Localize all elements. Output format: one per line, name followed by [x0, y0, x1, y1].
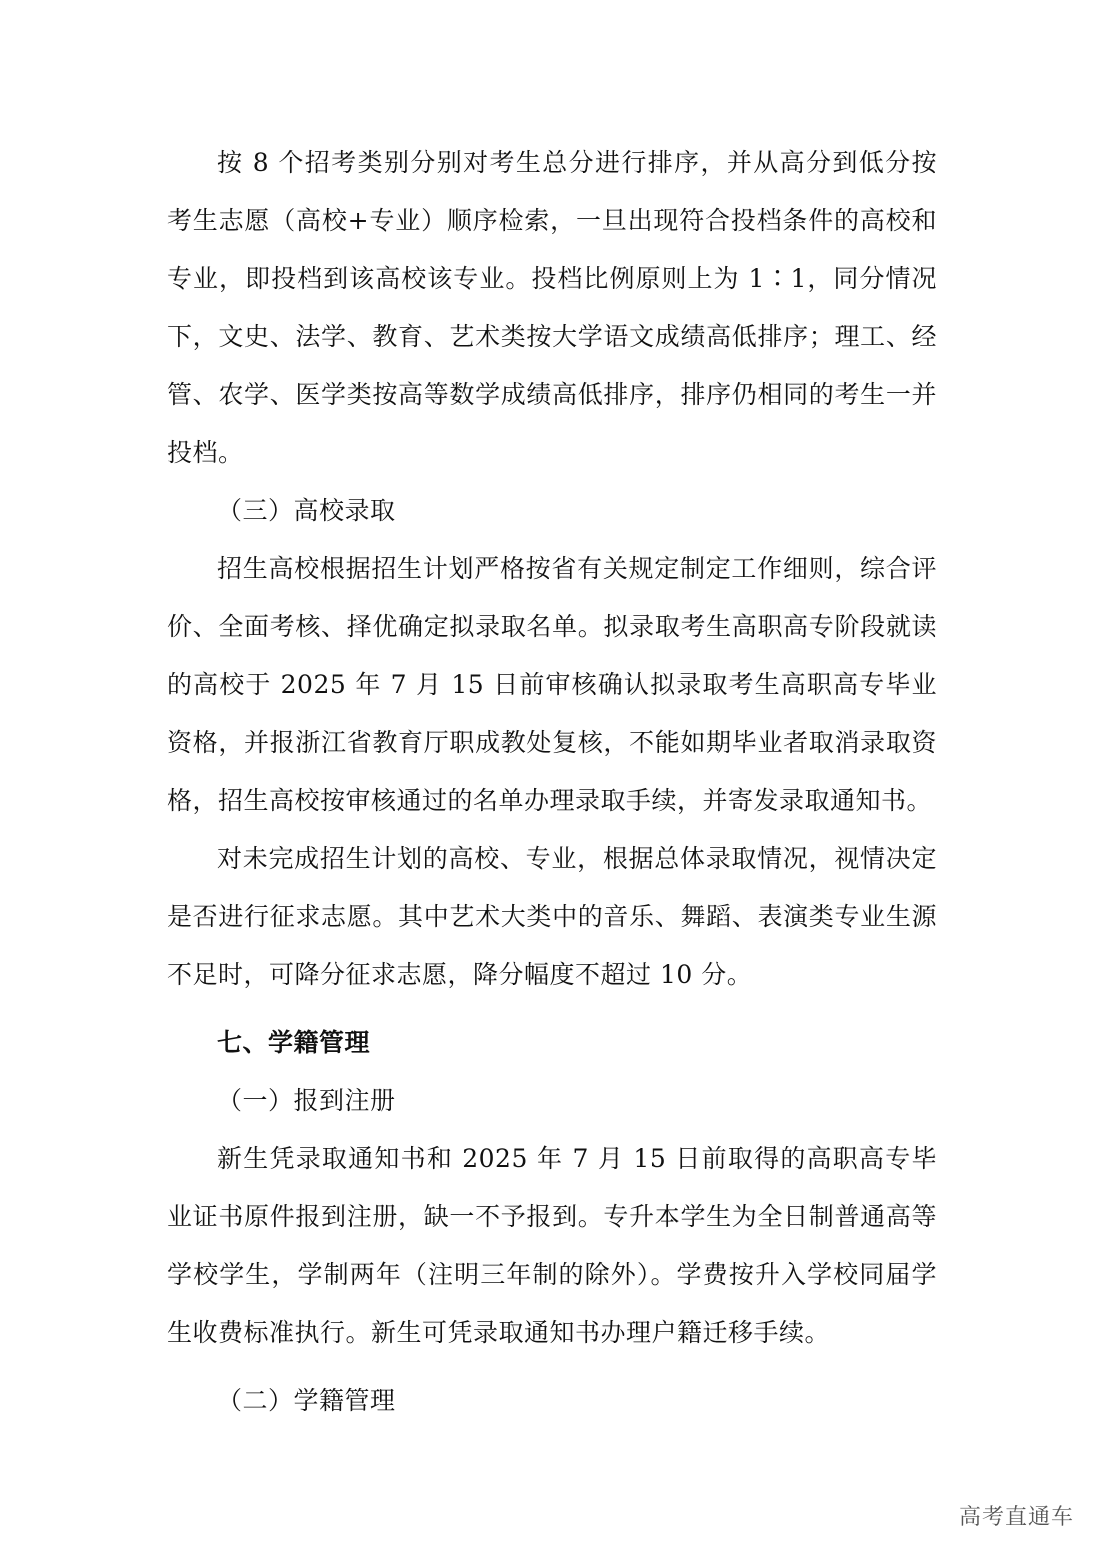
- document-body: [167, 134, 937, 1430]
- section-heading-student-status: 七、学籍管理: [217, 1028, 371, 1057]
- subheading-registration: （一）报到注册: [217, 1086, 396, 1115]
- paragraph-supplementary-volunteer: 对未完成招生计划的高校、专业，根据总体录取情况，视情决定是否进行征求志愿。其中艺术大类中的音乐、舞蹈、表演类专业生源不足时，可降分征求志愿，降分幅度不超过 10 分。: [167, 844, 937, 989]
- watermark-label: 高考直通车: [958, 1505, 1074, 1530]
- subheading-admission: （三）高校录取: [217, 496, 396, 525]
- paragraph-registration: 新生凭录取通知书和 2025 年 7 月 15 日前取得的高职高专毕业证书原件报到注册，缺一不予报到。专升本学生为全日制普通高等学校学生，学制两年（注明三年制的除外）。学费按升入学校同届学生收费标准执行。新生可凭录取通知书办理户籍迁移手续。: [167, 1144, 937, 1347]
- paragraph-admission-process: 招生高校根据招生计划严格按省有关规定制定工作细则，综合评价、全面考核、择优确定拟录取名单。拟录取考生高职高专阶段就读的高校于 2025 年 7 月 15 日前审核确认拟录取考生高职高专毕业资格，并报浙江省教育厅职成教处复核，不能如期毕业者取消录取资格，招生高校按审核通过的名单办理录取手续，并寄发录取通知书。: [167, 554, 937, 815]
- paragraph-ranking-rules: 按 8 个招考类别分别对考生总分进行排序，并从高分到低分按考生志愿（高校+专业）顺序检索，一旦出现符合投档条件的高校和专业，即投档到该高校该专业。投档比例原则上为 1∶1，同分情况下，文史、法学、教育、艺术类按大学语文成绩高低排序；理工、经管、农学、医学类按高等数学成绩高低排序，排序仍相同的考生一并投档。: [167, 148, 937, 467]
- subheading-status-management: （二）学籍管理: [217, 1386, 396, 1415]
